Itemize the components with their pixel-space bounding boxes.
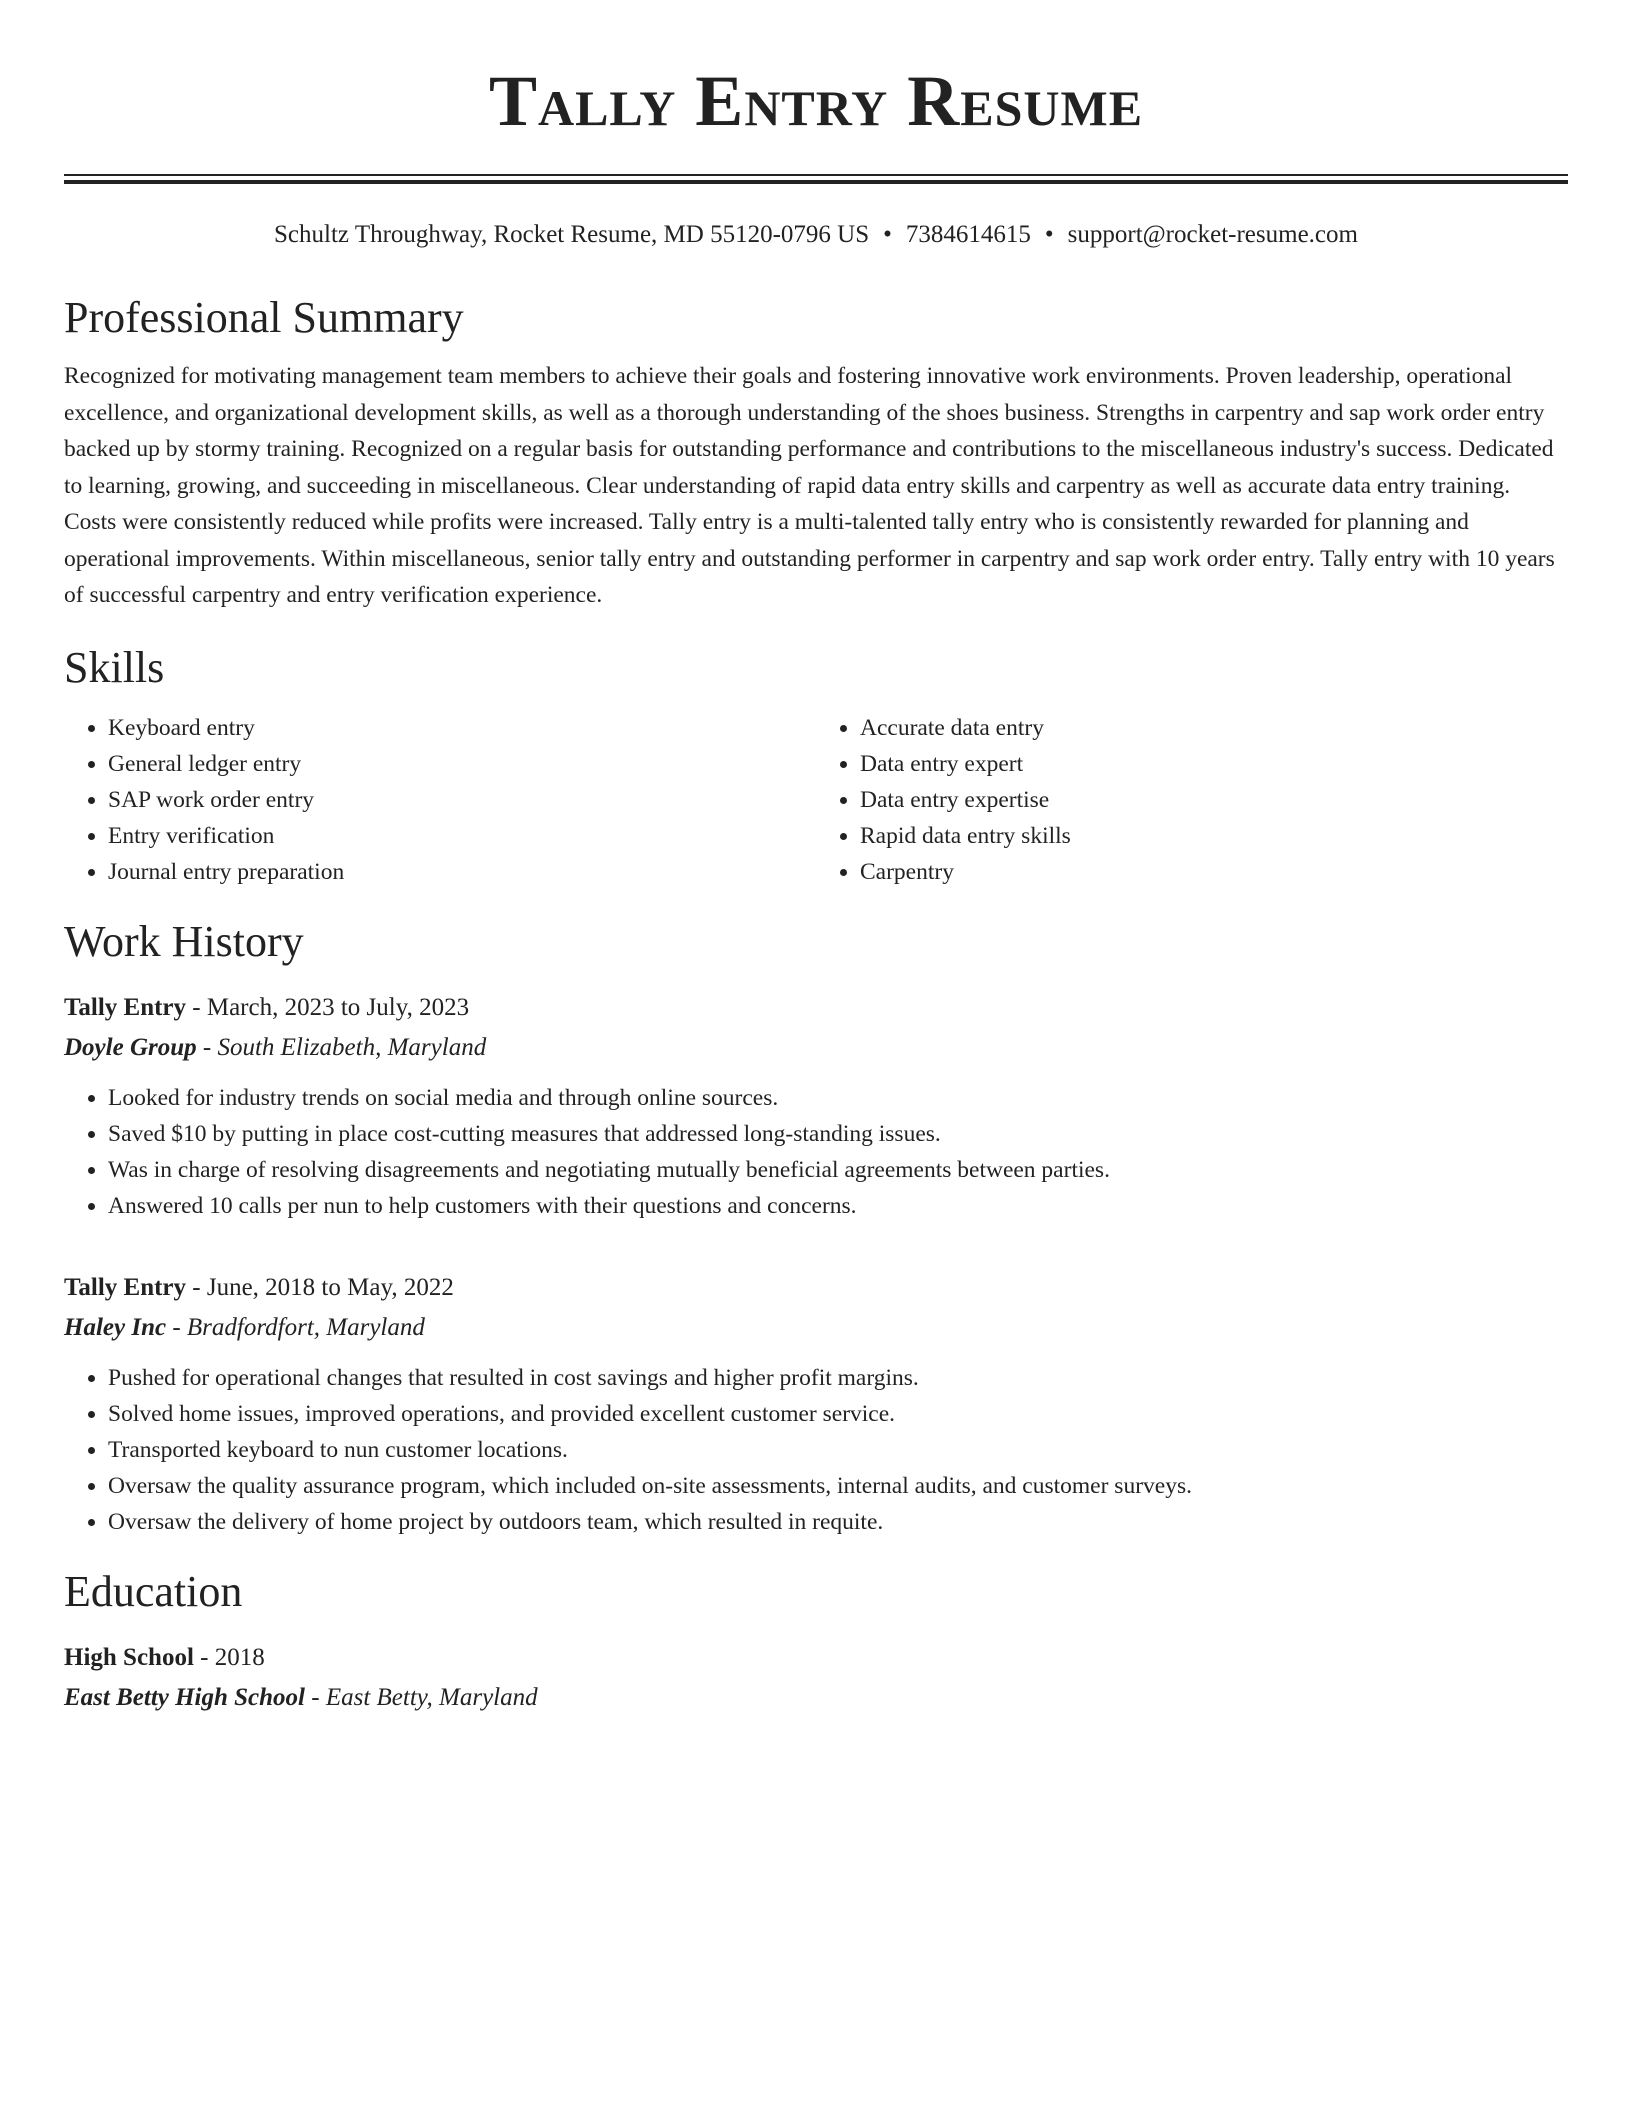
job-bullet: • Oversaw the delivery of home project by outdoors team, which resulted in requite. (108, 1504, 1568, 1540)
job-bullet: • Looked for industry trends on social media and through online sources. (108, 1080, 1568, 1116)
job-company-line (64, 1308, 1568, 1348)
skill-item: • Keyboard entry (108, 710, 816, 746)
education-location: - East Betty, Maryland (305, 1683, 538, 1711)
job-title-line (64, 1268, 1568, 1308)
job-bullet: • Was in charge of resolving disagreements and negotiating mutually beneficial agreements between parties. (108, 1152, 1568, 1188)
job-role: Tally Entry (64, 1273, 187, 1301)
job-company-line (64, 1028, 1568, 1068)
resume-title: Tally Entry Resume (488, 61, 1144, 141)
job-bullets (64, 1360, 1568, 1540)
contact-phone: 7384614615 (905, 221, 1031, 248)
skill-item: • Data entry expert (860, 746, 1568, 782)
skills-column-left (64, 710, 816, 890)
skill-item: • Accurate data entry (860, 710, 1568, 746)
job-entry (64, 988, 1568, 1224)
job-location: - South Elizabeth, Maryland (196, 1033, 487, 1061)
contact-separator: • (883, 221, 892, 248)
work-history-heading: Work History (64, 916, 304, 966)
education-degree: High School (64, 1643, 194, 1671)
skill-item: • Carpentry (860, 854, 1568, 890)
skill-item: • Data entry expertise (860, 782, 1568, 818)
skill-item: • Journal entry preparation (108, 854, 816, 890)
contact-address: Schultz Throughway, Rocket Resume, MD 55120-0796 US (274, 221, 870, 248)
job-location: - Bradfordfort, Maryland (166, 1313, 425, 1341)
skills-list (64, 710, 1568, 890)
title-divider (64, 174, 1568, 184)
skills-heading: Skills (64, 642, 165, 692)
education-degree-line (64, 1638, 1568, 1678)
job-role: Tally Entry (64, 993, 187, 1021)
summary-text: Recognized for motivating management team members to achieve their goals and fostering innovative work environments. Proven leadership, operational excellence, and organizational development skills, as well as a thorough understanding of the shoes business. Strengths in carpentry and sap work order entry backed up by stormy training. Recognized on a regular basis for outstanding performance and contributions to the miscellaneous industry's success. Dedicated to learning, growing, and succeeding in miscellaneous. Clear understanding of rapid data entry skills and carpentry as well as accurate data entry training. Costs were consistently reduced while profits were increased. Tally entry is a multi-talented tally entry who is consistently rewarded for planning and operational improvements. Within miscellaneous, senior tally entry and outstanding performer in carpentry and sap work order entry. Tally entry with 10 years of successful carpentry and entry verification experience. (64, 363, 1555, 608)
job-dates: - March, 2023 to July, 2023 (186, 993, 470, 1021)
job-entry (64, 1268, 1568, 1540)
contact-line (64, 218, 1568, 252)
job-company: Haley Inc (64, 1313, 167, 1341)
summary-heading: Professional Summary (64, 293, 464, 342)
education-year: - 2018 (193, 1643, 265, 1671)
job-bullet: • Saved $10 by putting in place cost-cutting measures that addressed long-standing issues. (108, 1116, 1568, 1152)
contact-email: support@rocket-resume.com (1067, 221, 1358, 248)
skill-item: • General ledger entry (108, 746, 816, 782)
job-bullet: • Pushed for operational changes that resulted in cost savings and higher profit margins. (108, 1360, 1568, 1396)
education-school-line (64, 1678, 1568, 1718)
job-bullet: • Solved home issues, improved operations, and provided excellent customer service. (108, 1396, 1568, 1432)
job-bullets (64, 1080, 1568, 1224)
skill-item: • Entry verification (108, 818, 816, 854)
contact-separator: • (1044, 221, 1054, 248)
job-bullet: • Oversaw the quality assurance program, which included on-site assessments, internal audits, and customer surveys. (108, 1468, 1568, 1504)
job-bullet: • Transported keyboard to nun customer locations. (108, 1432, 1568, 1468)
education-heading: Education (64, 1566, 243, 1616)
skill-item: • SAP work order entry (108, 782, 816, 818)
job-title-line (64, 988, 1568, 1028)
skill-item: • Rapid data entry skills (860, 818, 1568, 854)
education-entry (64, 1638, 1568, 1718)
education-school: East Betty High School (64, 1683, 306, 1711)
job-dates: - June, 2018 to May, 2022 (186, 1273, 454, 1301)
job-company: Doyle Group (64, 1033, 197, 1061)
job-bullet: • Answered 10 calls per nun to help customers with their questions and concerns. (108, 1188, 1568, 1224)
skills-column-right (816, 710, 1568, 890)
